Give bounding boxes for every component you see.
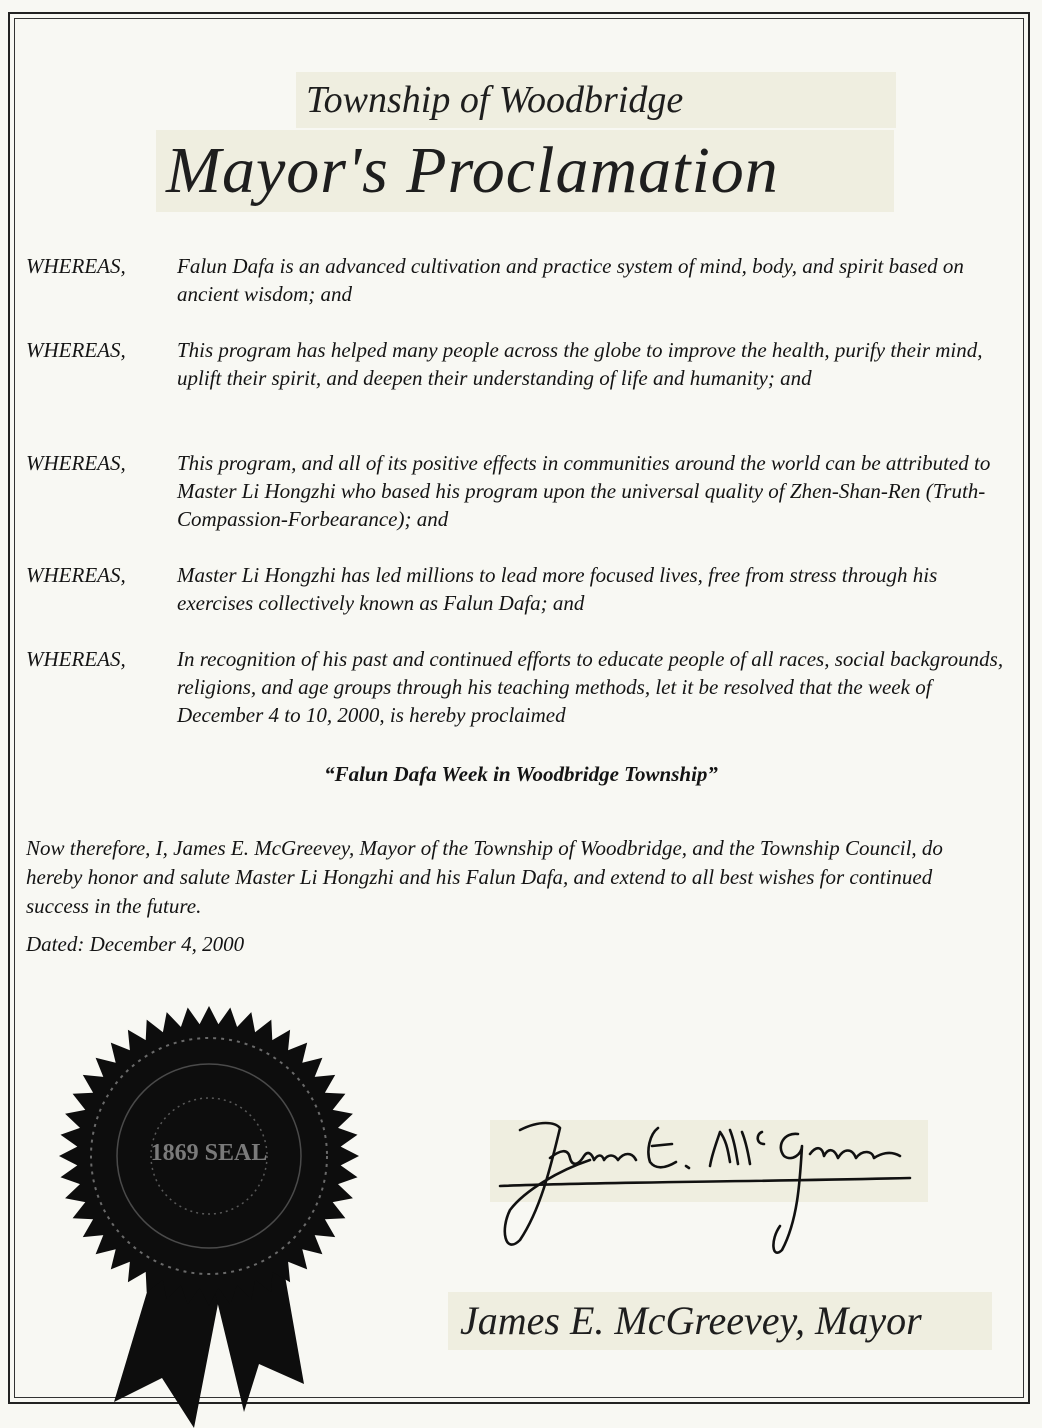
clause-label: WHEREAS, — [26, 647, 126, 671]
clause-text: This program, and all of its positive effects in communities around the world can be attributed to Master Li Hongzhi who based his program upon the universal quality of Zhen-Shan-Ren (Truth-Compassion-Forbearance); and — [177, 451, 991, 531]
clause-label: WHEREAS, — [26, 254, 126, 278]
clause-text: Master Li Hongzhi has led millions to lead more focused lives, free from stress through his exercises collectively known as Falun Dafa; and — [177, 563, 938, 615]
page-title: Mayor's Proclamation — [156, 130, 894, 212]
dated-line: Dated: December 4, 2000 — [26, 932, 245, 956]
clause-text: This program has helped many people across the globe to improve the health, purify their mind, uplift their spirit, and deepen their understanding of life and humanity; and — [177, 338, 983, 390]
proclaimed-week: “Falun Dafa Week in Woodbridge Township” — [324, 762, 718, 786]
seal-text: 1869 SEAL — [150, 1140, 268, 1166]
clause-text: In recognition of his past and continued efforts to educate people of all races, social backgrounds, religions, and age groups through his teaching methods, let it be resolved that the week of December 4 to 10, 2000, is hereby proclaimed — [177, 647, 1004, 727]
clause-text: Falun Dafa is an advanced cultivation and practice system of mind, body, and spirit based on ancient wisdom; and — [177, 254, 964, 306]
mayor-name-line: James E. McGreevey, Mayor — [448, 1292, 992, 1350]
clause-label: WHEREAS, — [26, 338, 126, 362]
township-seal — [44, 992, 374, 1428]
clause-label: WHEREAS, — [26, 451, 126, 475]
mayor-signature — [480, 1110, 940, 1260]
township-heading: Township of Woodbridge — [296, 72, 896, 128]
clause-label: WHEREAS, — [26, 563, 126, 587]
now-therefore-paragraph: Now therefore, I, James E. McGreevey, Mayor of the Township of Woodbridge, and the Township Council, do hereby honor and salute Master Li Hongzhi and his Falun Dafa, and extend to all best wishes for continued success in the future. — [26, 836, 943, 918]
